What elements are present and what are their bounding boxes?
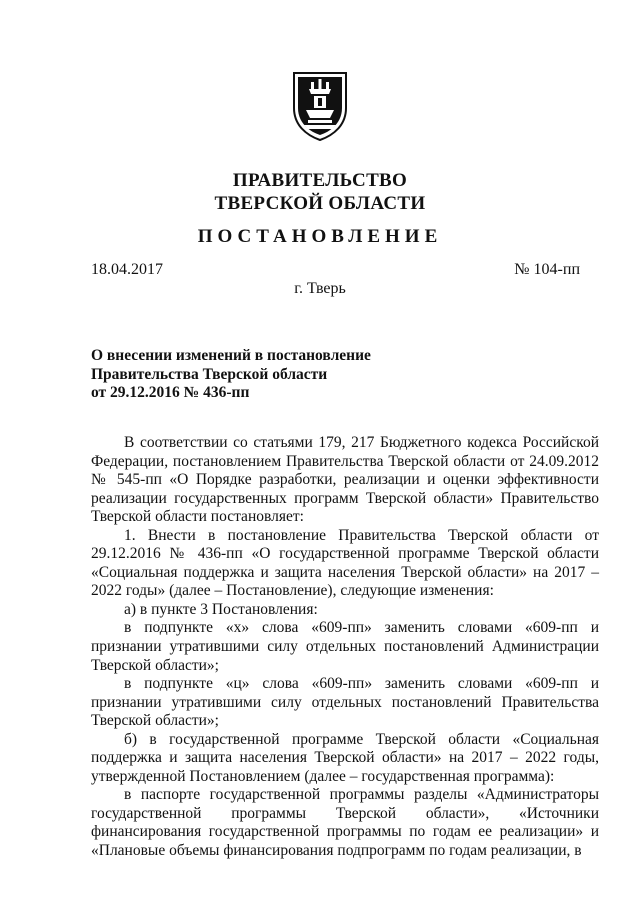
government-title-line2: ТВЕРСКОЙ ОБЛАСТИ	[214, 193, 426, 214]
document-subject	[91, 347, 371, 403]
subject-line: от 29.12.2016 № 436-пп	[91, 384, 250, 401]
subject-line: Правительства Тверской области	[91, 365, 328, 383]
body-paragraph: а) в пункте 3 Постановления:	[124, 600, 318, 618]
document-city: г. Тверь	[294, 280, 346, 297]
document-type: ПОСТАНОВЛЕНИЕ	[197, 226, 443, 247]
body-paragraph: в подпункте «х» слова «609-пп» заменить словами «609-пп и признании утратившими силу отдельных постановлений Администрации Тверской области»;	[91, 619, 599, 674]
body-paragraph: 1. Внести в постановление Правительства Тверской области от 29.12.2016 № 436-пп «О государственной программе Тверской области «Социальная поддержка и защита населения Тверской области» на 2017 – 2022 годы» (далее – Постановление), следующие изменения:	[91, 526, 599, 600]
document-number: № 104-пп	[514, 261, 580, 278]
document-body	[91, 434, 599, 861]
subject-line: О внесении изменений в постановление	[91, 347, 371, 364]
body-paragraph: в паспорте государственной программы разделы «Администраторы государственной программы Тверской области», «Источники финансирования государственной программы по годам ее реализации» и «Плановые объемы финансирования подпрограмм по годам реализации, в	[91, 786, 599, 860]
body-paragraph: б) в государственной программе Тверской области «Социальная поддержка и защита населения Тверской области» на 2017 – 2022 годы, утвержденной Постановлением (далее – государственная программа):	[91, 730, 599, 785]
government-title-line1: ПРАВИТЕЛЬСТВО	[232, 170, 408, 191]
coat-of-arms-icon	[290, 70, 350, 142]
document-date: 18.04.2017	[91, 261, 163, 278]
body-paragraph: в подпункте «ц» слова «609-пп» заменить словами «609-пп и признании утратившими силу отдельных постановлений Правительства Тверской области»;	[91, 675, 599, 730]
body-paragraph: В соответствии со статьями 179, 217 Бюджетного кодекса Российской Федерации, постановлением Правительства Тверской области от 24.09.2012 № 545-пп «О Порядке разработки, реализации и оценки эффективности реализации государственных программ Тверской области» Правительство Тверской области постановляет:	[91, 434, 599, 526]
